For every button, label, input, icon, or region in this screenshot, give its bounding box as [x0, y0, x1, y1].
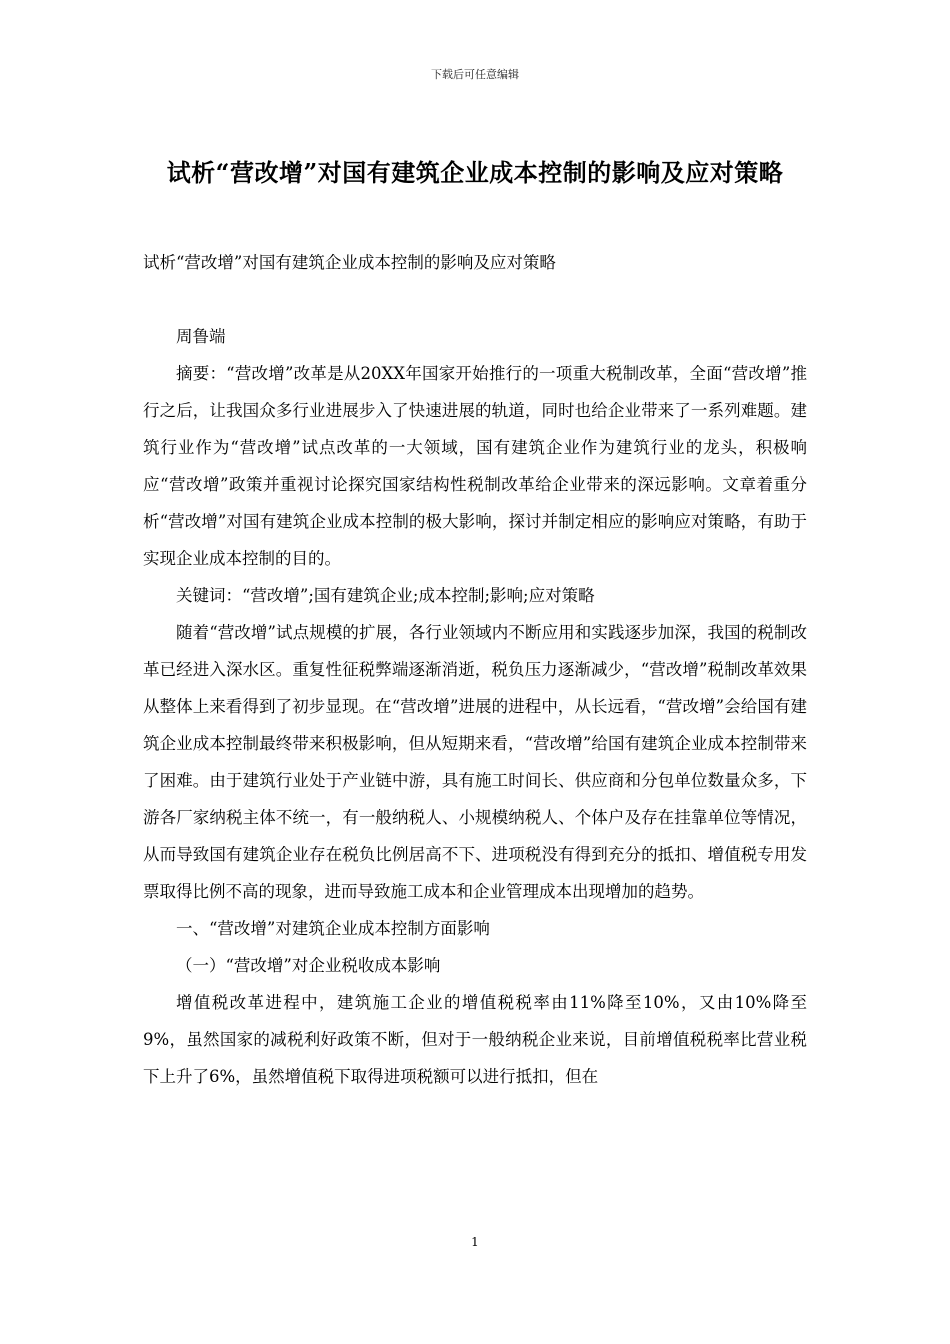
document-body [143, 244, 807, 1095]
keywords-paragraph: 关键词：“营改增”;国有建筑企业;成本控制;影响;应对策略 [176, 586, 595, 605]
abstract-paragraph: 摘要：“营改增”改革是从20XX年国家开始推行的一项重大税制改革，全面“营改增”推行之后，让我国众多行业进展步入了快速进展的轨道，同时也给企业带来了一系列难题。建筑行业作为“营改增”试点改革的一大领域，国有建筑企业作为建筑行业的龙头，积极响应“营改增”政策并重视讨论探究国家结构性税制改革给企业带来的深远影响。文章着重分析“营改增”对国有建筑企业成本控制的极大影响，探讨并制定相应的影响应对策略，有助于实现企业成本控制的目的。 [143, 364, 807, 568]
section-heading-1: 一、“营改增”对建筑企业成本控制方面影响 [176, 919, 490, 938]
body-paragraph: 增值税改革进程中，建筑施工企业的增值税税率由11%降至10%，又由10%降至9%，虽然国家的减税利好政策不断，但对于一般纳税企业来说，目前增值税税率比营业税下上升了6%，虽然增值税下取得进项税额可以进行抵扣，但在 [143, 993, 807, 1086]
header-note: 下载后可任意编辑 [431, 68, 519, 81]
document-title: 试析“营改增”对国有建筑企业成本控制的影响及应对策略 [166, 158, 784, 187]
subtitle: 试析“营改增”对国有建筑企业成本控制的影响及应对策略 [143, 253, 556, 272]
intro-paragraph: 随着“营改增”试点规模的扩展，各行业领域内不断应用和实践逐步加深，我国的税制改革已经进入深水区。重复性征税弊端逐渐消逝，税负压力逐渐减少，“营改增”税制改革效果从整体上来看得到了初步显现。在“营改增”进展的进程中，从长远看，“营改增”会给国有建筑企业成本控制最终带来积极影响，但从短期来看，“营改增”给国有建筑企业成本控制带来了困难。由于建筑行业处于产业链中游，具有施工时间长、供应商和分包单位数量众多，下游各厂家纳税主体不统一，有一般纳税人、小规模纳税人、个体户及存在挂靠单位等情况，从而导致国有建筑企业存在税负比例居高不下、进项税没有得到充分的抵扣、增值税专用发票取得比例不高的现象，进而导致施工成本和企业管理成本出现增加的趋势。 [143, 623, 807, 901]
section-heading-1-1: （一）“营改增”对企业税收成本影响 [176, 956, 441, 975]
author: 周鲁端 [176, 327, 226, 346]
page-number: 1 [471, 1235, 479, 1249]
